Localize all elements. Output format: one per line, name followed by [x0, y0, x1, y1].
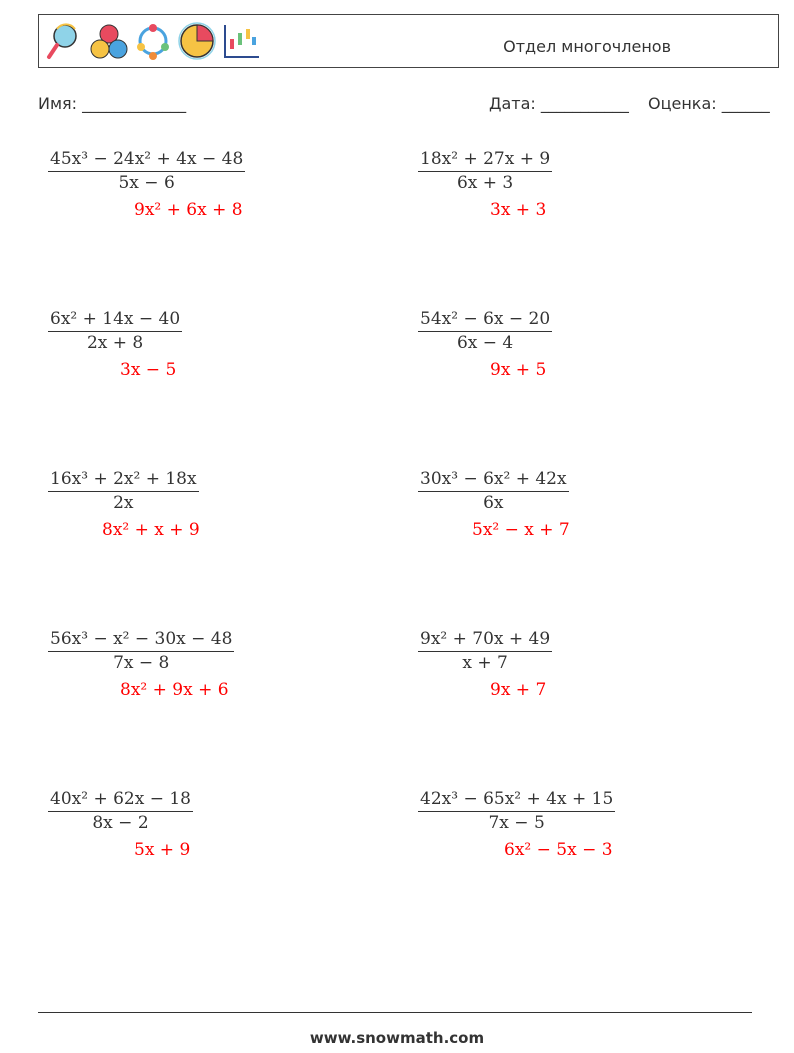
- team-cycle-icon: [133, 21, 173, 61]
- answer: 9x + 7: [490, 680, 547, 700]
- fraction: [418, 628, 552, 674]
- fraction: [48, 628, 234, 674]
- denominator: 6x: [483, 493, 504, 513]
- answer: 8x² + x + 9: [102, 520, 200, 540]
- denominator: 6x + 3: [456, 173, 514, 193]
- numerator: 40x² + 62x − 18: [50, 789, 191, 809]
- answer: 8x² + 9x + 6: [120, 680, 229, 700]
- denominator: 8x − 2: [92, 813, 149, 833]
- name-field: Имя: _____________: [38, 94, 187, 113]
- numerator: 30x³ − 6x² + 42x: [420, 469, 567, 489]
- denominator: x + 7: [462, 653, 508, 673]
- numbered-circles-icon: [89, 21, 129, 61]
- answer: 3x + 3: [490, 200, 547, 220]
- footer-url: www.snowmath.com: [309, 1029, 485, 1047]
- problem-5: [38, 468, 358, 558]
- fraction: [418, 308, 552, 354]
- answer: 6x² − 5x − 3: [504, 840, 613, 860]
- fraction: [48, 308, 182, 354]
- fraction: [418, 148, 552, 194]
- magnifier-icon: [45, 21, 85, 61]
- footer-divider: [38, 1012, 752, 1013]
- numerator: 54x² − 6x − 20: [420, 309, 551, 329]
- grade-field: Оценка: ______: [648, 94, 770, 113]
- denominator: 7x − 5: [488, 813, 545, 833]
- denominator: 2x: [113, 493, 134, 513]
- problem-8: [408, 628, 728, 718]
- problem-1: [38, 148, 358, 238]
- problem-9: [38, 788, 358, 878]
- problem-7: [38, 628, 358, 718]
- denominator: 5x − 6: [118, 173, 175, 193]
- numerator: 18x² + 27x + 9: [420, 149, 551, 169]
- numerator: 16x³ + 2x² + 18x: [50, 469, 197, 489]
- candlestick-chart-icon: [221, 21, 261, 61]
- answer: 5x² − x + 7: [472, 520, 570, 540]
- answer: 9x² + 6x + 8: [134, 200, 243, 220]
- numerator: 56x³ − x² − 30x − 48: [50, 629, 233, 649]
- numerator: 45x³ − 24x² + 4x − 48: [50, 149, 244, 169]
- answer: 9x + 5: [490, 360, 547, 380]
- worksheet-title: Отдел многочленов: [503, 37, 671, 56]
- denominator: 6x − 4: [456, 333, 514, 353]
- problem-10: [408, 788, 728, 878]
- problem-3: [38, 308, 358, 398]
- problem-4: [408, 308, 728, 398]
- answer: 5x + 9: [134, 840, 191, 860]
- worksheet-header: [38, 14, 779, 68]
- header-icons: [45, 21, 261, 63]
- date-field: Дата: ___________: [489, 94, 629, 113]
- numerator: 9x² + 70x + 49: [420, 629, 551, 649]
- numerator: 6x² + 14x − 40: [50, 309, 181, 329]
- denominator: 2x + 8: [86, 333, 144, 353]
- fraction: [418, 468, 569, 514]
- problem-2: [408, 148, 728, 238]
- pie-chart-icon: [177, 21, 217, 61]
- fraction: [48, 788, 193, 834]
- fraction: [48, 148, 245, 194]
- numerator: 42x³ − 65x² + 4x + 15: [420, 789, 614, 809]
- answer: 3x − 5: [120, 360, 177, 380]
- fraction: [48, 468, 199, 514]
- fraction: [418, 788, 615, 834]
- denominator: 7x − 8: [113, 653, 170, 673]
- problem-6: [408, 468, 728, 558]
